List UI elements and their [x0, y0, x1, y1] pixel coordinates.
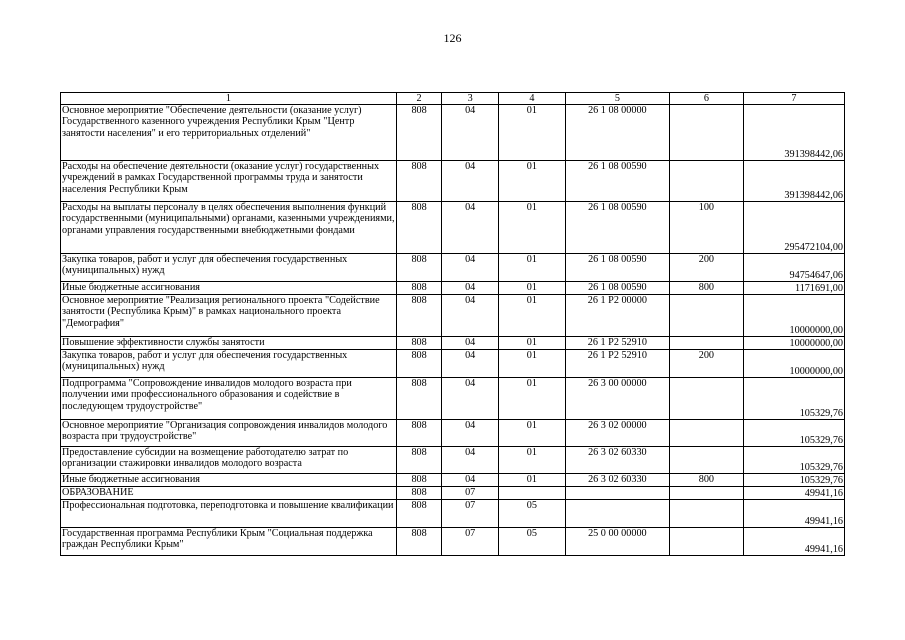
table-row	[61, 447, 845, 474]
subsection-code: 01	[499, 378, 566, 420]
header-cell: 4	[499, 93, 566, 105]
section-code: 04	[442, 202, 499, 254]
row-amount: 391398442,06	[743, 105, 844, 161]
target-article: 26 1 Р2 52910	[565, 337, 669, 350]
subsection-code: 01	[499, 295, 566, 337]
expense-type	[669, 105, 743, 161]
target-article: 26 3 02 00000	[565, 420, 669, 447]
table-row	[61, 295, 845, 337]
header-cell: 5	[565, 93, 669, 105]
target-article: 26 1 08 00000	[565, 105, 669, 161]
section-code: 04	[442, 161, 499, 202]
expense-type	[669, 528, 743, 556]
subsection-code	[499, 487, 566, 500]
row-description: Основное мероприятие "Организация сопровождения инвалидов молодого возраста при трудоустройстве"	[61, 420, 397, 447]
admin-code: 808	[396, 447, 442, 474]
table-row	[61, 487, 845, 500]
admin-code: 808	[396, 337, 442, 350]
row-amount: 1171691,00	[743, 282, 844, 295]
row-description: ОБРАЗОВАНИЕ	[61, 487, 397, 500]
row-description: Государственная программа Республики Крым "Социальная поддержка граждан Республики Крым"	[61, 528, 397, 556]
target-article: 26 1 08 00590	[565, 161, 669, 202]
subsection-code: 01	[499, 105, 566, 161]
subsection-code: 05	[499, 500, 566, 528]
section-code: 04	[442, 378, 499, 420]
row-amount: 49941,16	[743, 500, 844, 528]
expense-type: 200	[669, 350, 743, 378]
table-row	[61, 161, 845, 202]
admin-code: 808	[396, 254, 442, 282]
section-code: 07	[442, 528, 499, 556]
header-cell: 6	[669, 93, 743, 105]
admin-code: 808	[396, 202, 442, 254]
header-cell: 7	[743, 93, 844, 105]
section-code: 07	[442, 487, 499, 500]
row-amount: 105329,76	[743, 420, 844, 447]
header-cell: 1	[61, 93, 397, 105]
admin-code: 808	[396, 420, 442, 447]
section-code: 04	[442, 295, 499, 337]
target-article	[565, 500, 669, 528]
row-amount: 10000000,00	[743, 337, 844, 350]
row-description: Подпрограмма "Сопровождение инвалидов молодого возраста при получении ими профессионального образования и содействие в последующем трудоустройстве"	[61, 378, 397, 420]
table-row	[61, 282, 845, 295]
row-amount: 391398442,06	[743, 161, 844, 202]
admin-code: 808	[396, 161, 442, 202]
row-amount: 295472104,00	[743, 202, 844, 254]
section-code: 04	[442, 105, 499, 161]
row-description: Расходы на выплаты персоналу в целях обеспечения выполнения функций государственными (муниципальными) органами, казенными учреждениями, органами управления государственными внебюджетными фондами	[61, 202, 397, 254]
header-cell: 2	[396, 93, 442, 105]
budget-table	[60, 92, 845, 556]
admin-code: 808	[396, 528, 442, 556]
admin-code: 808	[396, 295, 442, 337]
row-amount: 105329,76	[743, 447, 844, 474]
table-row	[61, 420, 845, 447]
section-code: 04	[442, 447, 499, 474]
row-description: Закупка товаров, работ и услуг для обеспечения государственных (муниципальных) нужд	[61, 350, 397, 378]
subsection-code: 01	[499, 161, 566, 202]
expense-type	[669, 161, 743, 202]
target-article: 26 1 Р2 52910	[565, 350, 669, 378]
row-description: Расходы на обеспечение деятельности (оказание услуг) государственных учреждений в рамках Государственной программы труда и занятости населения Республики Крым	[61, 161, 397, 202]
row-description: Профессиональная подготовка, переподготовка и повышение квалификации	[61, 500, 397, 528]
row-description: Иные бюджетные ассигнования	[61, 474, 397, 487]
expense-type	[669, 337, 743, 350]
row-description: Основное мероприятие "Обеспечение деятельности (оказание услуг) Государственного казенного учреждения Республики Крым "Центр занятости населения" и его территориальных отделений"	[61, 105, 397, 161]
subsection-code: 01	[499, 474, 566, 487]
table-row	[61, 378, 845, 420]
section-code: 04	[442, 337, 499, 350]
admin-code: 808	[396, 474, 442, 487]
table-row	[61, 528, 845, 556]
table-row	[61, 350, 845, 378]
target-article: 26 3 00 00000	[565, 378, 669, 420]
row-description: Основное мероприятие "Реализация регионального проекта "Содействие занятости (Республика Крым)" в рамках национального проекта "Демография"	[61, 295, 397, 337]
admin-code: 808	[396, 350, 442, 378]
admin-code: 808	[396, 105, 442, 161]
header-row	[61, 93, 845, 105]
section-code: 04	[442, 282, 499, 295]
row-description: Иные бюджетные ассигнования	[61, 282, 397, 295]
subsection-code: 01	[499, 447, 566, 474]
subsection-code: 01	[499, 350, 566, 378]
row-amount: 49941,16	[743, 487, 844, 500]
section-code: 04	[442, 474, 499, 487]
table-row	[61, 254, 845, 282]
expense-type	[669, 295, 743, 337]
subsection-code: 01	[499, 420, 566, 447]
row-amount: 94754647,06	[743, 254, 844, 282]
table-row	[61, 337, 845, 350]
target-article	[565, 487, 669, 500]
section-code: 04	[442, 420, 499, 447]
table-row	[61, 105, 845, 161]
expense-type	[669, 487, 743, 500]
target-article: 26 1 08 00590	[565, 282, 669, 295]
expense-type: 800	[669, 474, 743, 487]
subsection-code: 01	[499, 254, 566, 282]
subsection-code: 01	[499, 282, 566, 295]
row-amount: 10000000,00	[743, 295, 844, 337]
section-code: 04	[442, 350, 499, 378]
section-code: 07	[442, 500, 499, 528]
row-amount: 10000000,00	[743, 350, 844, 378]
section-code: 04	[442, 254, 499, 282]
expense-type	[669, 447, 743, 474]
expense-type	[669, 378, 743, 420]
target-article: 26 1 08 00590	[565, 202, 669, 254]
expense-type	[669, 500, 743, 528]
expense-type: 100	[669, 202, 743, 254]
admin-code: 808	[396, 487, 442, 500]
row-description: Повышение эффективности службы занятости	[61, 337, 397, 350]
target-article: 25 0 00 00000	[565, 528, 669, 556]
expense-type: 200	[669, 254, 743, 282]
table-row	[61, 202, 845, 254]
target-article: 26 1 08 00590	[565, 254, 669, 282]
subsection-code: 05	[499, 528, 566, 556]
target-article: 26 3 02 60330	[565, 474, 669, 487]
expense-type: 800	[669, 282, 743, 295]
admin-code: 808	[396, 500, 442, 528]
row-amount: 105329,76	[743, 378, 844, 420]
page-number: 126	[443, 31, 462, 45]
expense-type	[669, 420, 743, 447]
row-description: Предоставление субсидии на возмещение работодателю затрат по организации стажировки инвалидов молодого возраста	[61, 447, 397, 474]
target-article: 26 1 Р2 00000	[565, 295, 669, 337]
subsection-code: 01	[499, 202, 566, 254]
subsection-code: 01	[499, 337, 566, 350]
row-amount: 105329,76	[743, 474, 844, 487]
table-row	[61, 500, 845, 528]
row-amount: 49941,16	[743, 528, 844, 556]
target-article: 26 3 02 60330	[565, 447, 669, 474]
row-description: Закупка товаров, работ и услуг для обеспечения государственных (муниципальных) нужд	[61, 254, 397, 282]
header-cell: 3	[442, 93, 499, 105]
admin-code: 808	[396, 378, 442, 420]
table-row	[61, 474, 845, 487]
admin-code: 808	[396, 282, 442, 295]
